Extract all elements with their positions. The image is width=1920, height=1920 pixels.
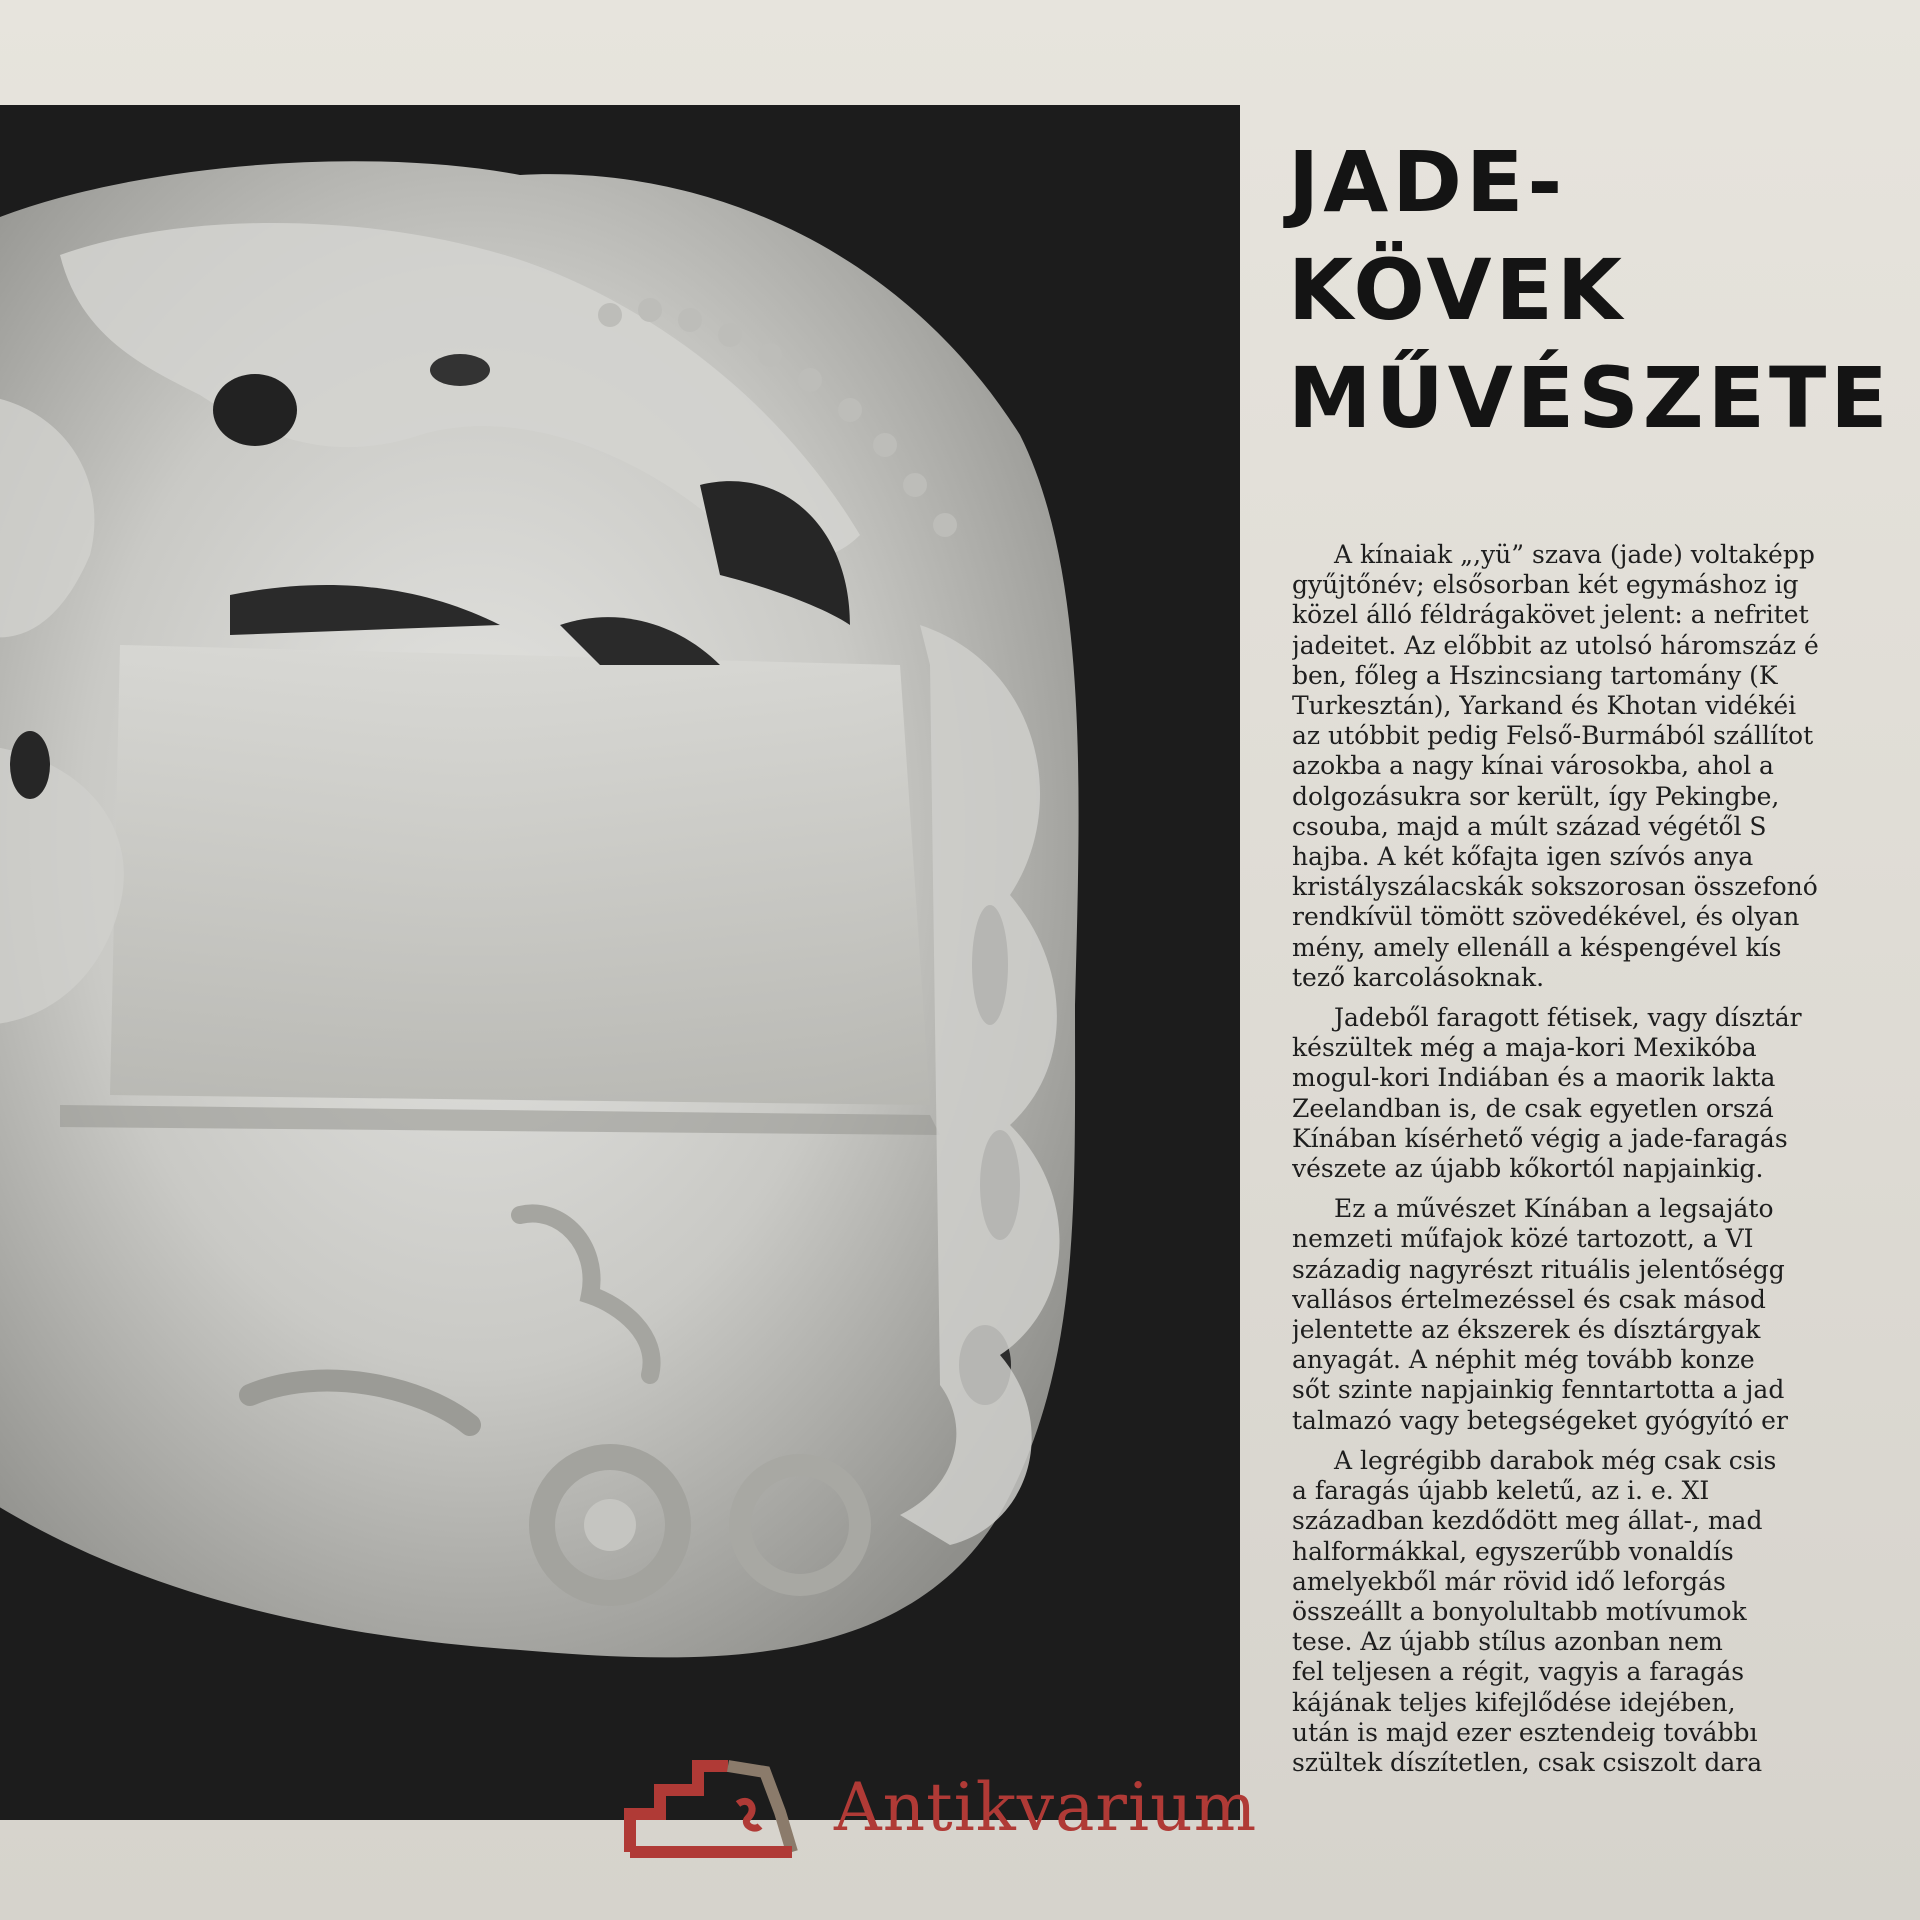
article-line: halformákkal, egyszerűbb vonaldís [1292,1536,1734,1566]
article-line: összeállt a bonyolultabb motívumok [1292,1596,1747,1626]
article-line: jelentette az ékszerek és dísztárgyak [1292,1315,1761,1345]
article-line: a faragás újabb keletű, az i. e. XI [1292,1476,1710,1506]
article-title [1288,128,1908,452]
article-line: ben, főleg a Hszincsiang tartomány (K [1292,660,1778,690]
jade-pendant-illustration [0,105,1240,1820]
antikvarium-watermark [620,1752,1257,1862]
title-line-3: MŰVÉSZETE [1288,349,1892,447]
article-line: azokba a nagy kínai városokba, ahol a [1292,751,1774,781]
title-line-2: KÖVEK [1288,241,1626,339]
article-line: Turkesztán), Yarkand és Khotan vidékéi [1292,691,1797,721]
article-line: jadeitet. Az előbbit az utolsó háromszáz é [1292,630,1819,660]
article-line: tező karcolásoknak. [1292,962,1545,992]
article-body [1292,540,1920,1840]
jade-carving-photo [0,105,1240,1820]
watermark-text: Antikvarium [834,1768,1258,1846]
article-line: vészete az újabb kőkortól napjainkig. [1292,1154,1764,1184]
article-line: Kínában kísérhető végig a jade-faragás [1292,1123,1788,1153]
article-paragraph-2 [1292,1003,1920,1184]
article-line: készültek még a maja-kori Mexikóba [1292,1033,1757,1063]
article-line: rendkívül tömött szövedékével, és olyan [1292,902,1800,932]
title-line-1: JADE- [1288,133,1567,231]
article-line: az utóbbit pedig Felső-Burmából szállítot [1292,721,1814,751]
article-line: anyagát. A néphit még tovább konze [1292,1345,1755,1375]
article-line: amelyekből már rövid idő leforgás [1292,1566,1726,1596]
article-paragraph-3 [1292,1194,1920,1436]
article-line: A kínaiak „,yü” szava (jade) voltaképp [1334,540,1815,569]
article-line: hajba. A két kőfajta igen szívós anya [1292,842,1754,872]
article-line: kájának teljes kifejlődése idejében, [1292,1687,1736,1717]
article-line: Jadeből faragott fétisek, vagy dísztár [1334,1003,1802,1033]
article-line: Ez a művészet Kínában a legsajáto [1334,1194,1774,1224]
article-line: gyűjtőnév; elsősorban két egymáshoz ig [1292,570,1799,600]
article-line: A legrégibb darabok még csak csis [1334,1445,1777,1475]
article-line: tese. Az újabb stílus azonban nem [1292,1627,1723,1657]
article-line: vallásos értelmezéssel és csak másod [1292,1284,1766,1314]
antikvarium-house-logo-icon [620,1752,800,1862]
article-line: csouba, majd a múlt század végétől S [1292,811,1767,841]
article-line: dolgozásukra sor került, így Pekingbe, [1292,781,1780,811]
article-line: talmazó vagy betegségeket gyógyító er [1292,1405,1788,1435]
article-line: Zeelandban is, de csak egyetlen orszá [1292,1093,1774,1123]
article-line: közel álló féldrágakövet jelent: a nefritet [1292,600,1809,630]
article-line: fel teljesen a régit, vagyis a faragás [1292,1657,1745,1687]
article-line: mény, amely ellenáll a késpengével kís [1292,932,1782,962]
article-line: kristályszálacskák sokszorosan összefonó [1292,872,1818,902]
article-paragraph-4 [1292,1446,1920,1778]
article-paragraph-1 [1292,540,1920,993]
article-line: után is majd ezer esztendeig továbbı [1292,1717,1758,1747]
article-line: nemzeti műfajok közé tartozott, a VI [1292,1224,1754,1254]
article-line: századig nagyrészt rituális jelentőségg [1292,1254,1785,1284]
article-line: szültek díszítetlen, csak csiszolt dara [1292,1747,1763,1777]
article-line: mogul-kori Indiában és a maorik lakta [1292,1063,1776,1093]
article-line: sőt szinte napjainkig fenntartotta a jad [1292,1375,1785,1405]
article-line: században kezdődött meg állat-, mad [1292,1506,1763,1536]
